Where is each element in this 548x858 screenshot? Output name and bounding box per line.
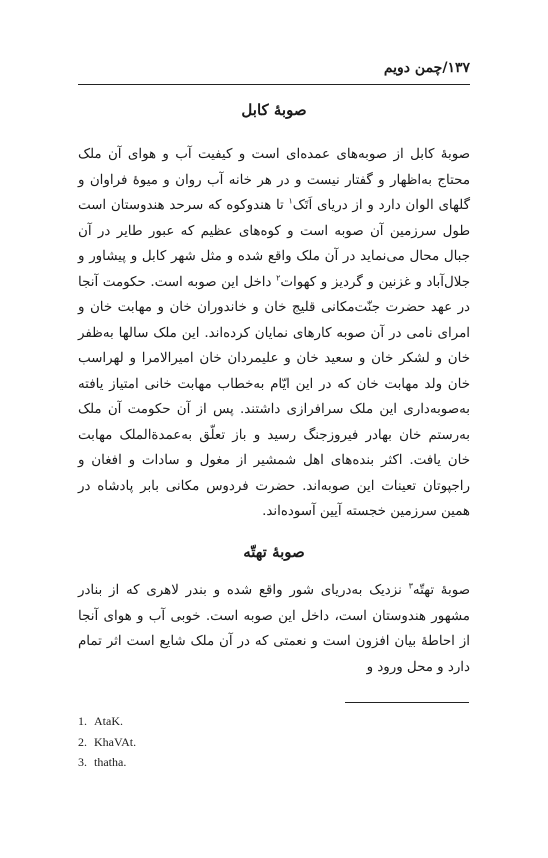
footnote-marker: ۲ bbox=[276, 273, 281, 283]
paragraph-text: تا هندوکوه که سرحد هندوستان است طول سرزمین آن صوبه است و کوه‌های عظیم که عبور طایر در آن جبال محال می‌نماید در آن ملک واقع شده و مثل شهر کابل و پیشاور و جلال‌آباد و غزنین و گردیز و کهوات bbox=[78, 198, 470, 290]
paragraph-kabul bbox=[78, 142, 470, 525]
footnote-rule bbox=[345, 702, 469, 703]
footnote-marker: ۱ bbox=[288, 196, 293, 206]
section-title-kabul: صوبهٔ کابل bbox=[241, 101, 307, 119]
footnote-marker: ۳ bbox=[408, 581, 413, 591]
footnote-number: 1. bbox=[78, 714, 87, 728]
paragraph-text: صوبهٔ کابل از صوبه‌های عمده‌ای است و کیفیت آب و هوای آن ملک محتاج به‌اظهار و گفتار نیست و در هر خانه آب روان و میوهٔ فراوان و گلهای الوان دارد و از دریای اَتَک bbox=[78, 147, 470, 213]
footnote-item bbox=[78, 732, 136, 753]
footnotes bbox=[78, 711, 136, 773]
paragraph-text: داخل این صوبه است. حکومت آنجا در عهد حضرت جنّت‌مکانی قلیج خان و خاندوران خان و مهابت خان و امرای نامی در آن صوبه کارهای نمایان کرده‌اند. این ملک سالها به‌ظفر خان و لشکر خان و سعید خان و علیمردان خان امیرالامرا و لهراسب خان ولد مهابت خان که در این ایّام به‌خطاب مهابت خانی امتیاز یافته به‌صوبه‌داری این ملک سرافرازی داشتند. پس از آن حکومت آن ملک به‌رستم خان بهادر فیروزجنگ رسید و باز تعلّق به‌عمدةالملک مهابت خان یافت. اکثر بنده‌های اهل شمشیر از مغول و سادات و افغان و راجپوتان تعینات این صوبه‌اند. حضرت فردوس مکانی بابر پادشاه در همین سرزمین خجسته آیین آسوده‌اند. bbox=[78, 274, 470, 519]
section-title-thatha: صوبهٔ تهتّه bbox=[243, 543, 305, 561]
header-rule bbox=[78, 84, 470, 85]
paragraph-text: صوبهٔ تهتّه bbox=[412, 583, 470, 598]
footnote-text: KhaVAt. bbox=[94, 734, 137, 749]
footnote-text: thatha. bbox=[94, 755, 127, 769]
footnote-number: 3. bbox=[78, 755, 87, 769]
footnote-item bbox=[78, 711, 136, 732]
paragraph-text: نزدیک به‌دریای شور واقع شده و بندر لاهری که از بنادر مشهور هندوستان است، داخل این صوبه است. خوبی آب و هوای آنجا از احاطهٔ بیان افزون است و نعمتی که در آن ملک شایع است اثر تمام دارد و محل ورود و bbox=[78, 583, 470, 675]
footnote-item bbox=[78, 752, 136, 773]
footnote-number: 2. bbox=[78, 734, 87, 749]
paragraph-thatha bbox=[78, 578, 470, 680]
running-head: ۱۳۷/چمن دویم bbox=[383, 60, 470, 76]
footnote-text: AtaK. bbox=[94, 714, 123, 728]
